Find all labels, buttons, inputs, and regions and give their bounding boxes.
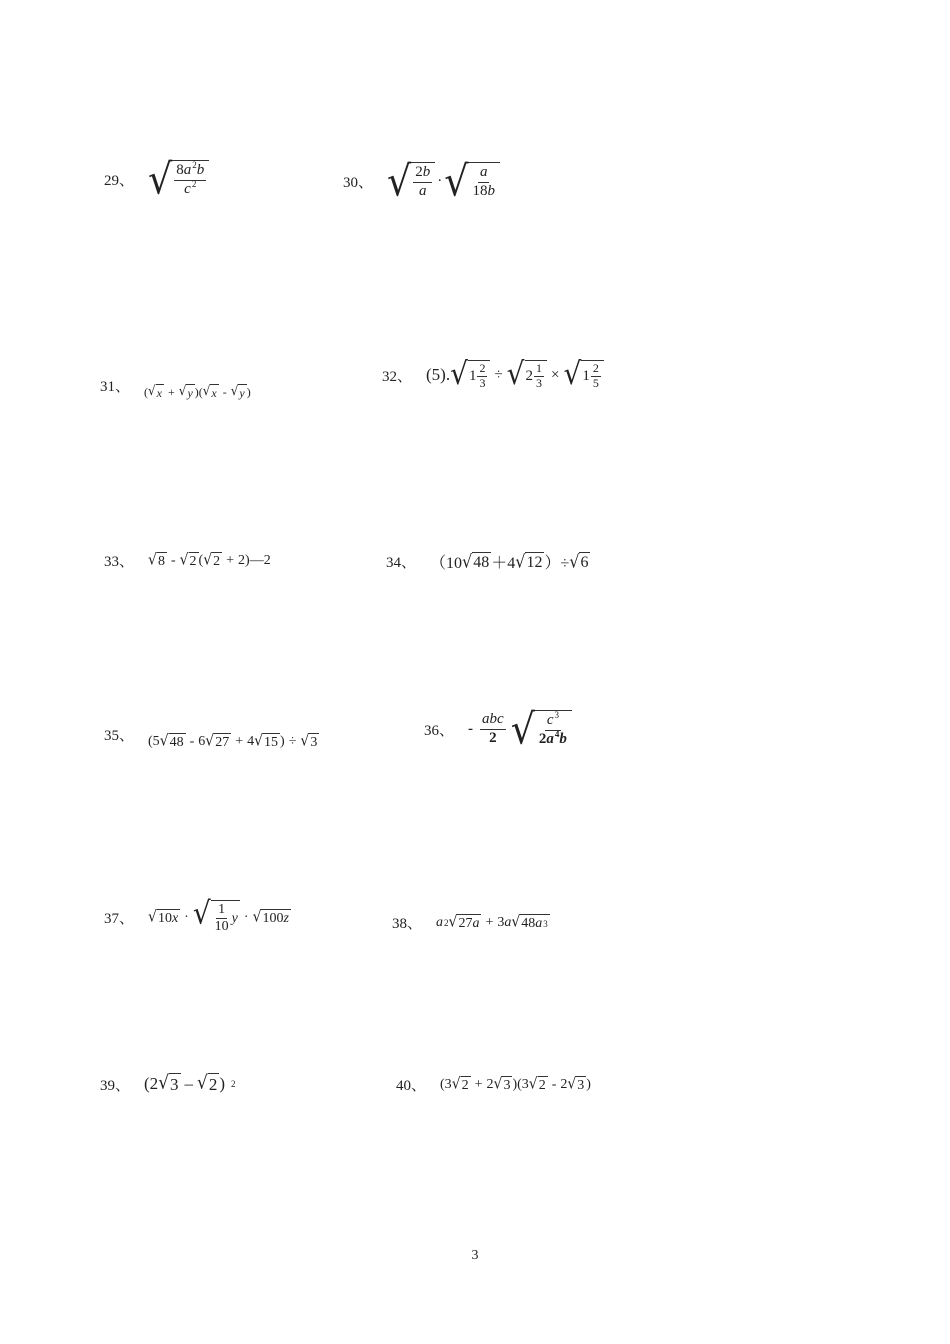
math-expression: √ 8 - √ 2 ( √ 2 + 2)—2 — [148, 550, 271, 569]
problem-29 — [104, 154, 209, 204]
problem-number: 32、 — [382, 368, 413, 385]
math-expression: √ $\frac{2b}{a}$ · √ $\frac{a}{18b}$ — [387, 162, 500, 200]
problem-32 — [382, 355, 604, 392]
problem-number: 40、 — [396, 1078, 427, 1094]
radical: √ $\frac{8a^2b}{c^2}$ — [148, 160, 209, 198]
problem-34 — [386, 550, 590, 573]
problem-38 — [392, 912, 550, 933]
problem-number: 38、 — [392, 916, 423, 932]
page-number: 3 — [471, 1248, 479, 1263]
problem-number: 33、 — [104, 554, 135, 570]
problem-37 — [104, 894, 291, 935]
problem-35 — [104, 717, 319, 751]
math-expression: √ 10 x · √ $\frac{1}{10}$ y · √ 100 z — [148, 894, 289, 935]
problem-number: 30、 — [343, 174, 374, 191]
math-expression — [148, 154, 209, 204]
math-expression: (3 √ 2 + 2 √ 3 )(3 √ 2 - 2 √ 3 ) — [440, 1074, 591, 1093]
math-expression: (2 √ 3 – √ 2 ) 2 — [144, 1071, 236, 1094]
problem-number: 34、 — [386, 555, 417, 571]
math-expression: (5). √ 1 $\frac{2}{3}$ ÷ √ 2 $\frac{1}{3}$ × √ 1 $\frac{2}{5}$ — [426, 360, 604, 391]
math-expression: （10 √ 48 ＋4 √ 12 ）÷ √ 6 — [430, 550, 589, 572]
problem-number: 35、 — [104, 727, 135, 744]
problem-33 — [104, 550, 271, 571]
math-expression: - $\frac{\text{abc}}{2}$ √ $\frac{c^3}{2a^4b}$ — [468, 710, 572, 748]
problem-number: 29、 — [104, 172, 135, 189]
problem-number: 31、 — [100, 379, 131, 395]
problem-36 — [424, 704, 572, 754]
math-expression: a 2 √ 27 a + 3 a √ 48 a 3 — [436, 912, 548, 931]
problem-number: 36、 — [424, 722, 455, 739]
problem-number: 37、 — [104, 911, 135, 928]
problem-39 — [100, 1073, 236, 1095]
problem-40 — [396, 1074, 591, 1095]
problem-number: 39、 — [100, 1077, 131, 1094]
problem-30 — [343, 156, 500, 206]
problem-31 — [100, 370, 251, 401]
math-expression: (5 √ 48 - 6 √ 27 + 4 √ 15 ) ÷ √ 3 — [148, 732, 318, 750]
math-expression: ( √ x + √ y )( √ x - √ y ) — [144, 383, 251, 400]
